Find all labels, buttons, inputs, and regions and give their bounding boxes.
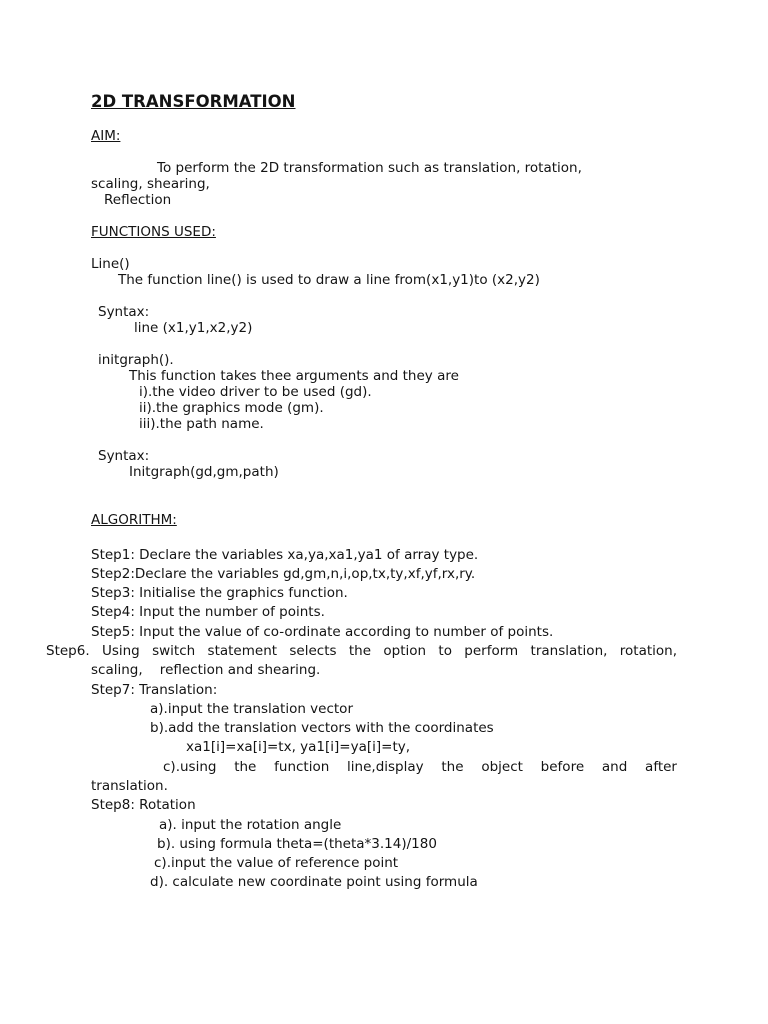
function-line-desc: The function line() is used to draw a line from(x1,y1)to (x2,y2) — [118, 272, 540, 288]
algorithm-step8: Step8: Rotation — [91, 797, 196, 813]
algorithm-step6-line2: scaling, reflection and shearing. — [91, 662, 321, 678]
initgraph-arg1: i).the video driver to be used (gd). — [139, 384, 372, 400]
aim-heading: AIM: — [91, 128, 121, 144]
initgraph-syntax-label: Syntax: — [98, 448, 150, 464]
algorithm-step1: Step1: Declare the variables xa,ya,xa1,ya1 of array type. — [91, 547, 479, 563]
algorithm-step6-line1: Step6. Using switch statement selects the option to perform translation, rotation, — [46, 643, 677, 659]
algorithm-step7-formula: xa1[i]=xa[i]=tx, ya1[i]=ya[i]=ty, — [186, 739, 411, 755]
line-syntax-label: Syntax: — [98, 304, 150, 320]
algorithm-step3: Step3: Initialise the graphics function. — [91, 585, 348, 601]
functions-heading: FUNCTIONS USED: — [91, 224, 216, 240]
algorithm-step2: Step2:Declare the variables gd,gm,n,i,op,tx,ty,xf,yf,rx,ry. — [91, 566, 476, 582]
algorithm-step7-c-line2: translation. — [91, 778, 168, 794]
algorithm-heading: ALGORITHM: — [91, 512, 177, 528]
document-title: 2D TRANSFORMATION — [91, 92, 296, 111]
algorithm-step8-b: b). using formula theta=(theta*3.14)/180 — [157, 836, 437, 852]
aim-text-line3: Reflection — [104, 192, 172, 208]
algorithm-step7-b: b).add the translation vectors with the coordinates — [150, 720, 494, 736]
algorithm-step8-a: a). input the rotation angle — [159, 817, 342, 833]
algorithm-step7: Step7: Translation: — [91, 682, 218, 698]
aim-text-line1: To perform the 2D transformation such as translation, rotation, — [157, 160, 582, 176]
function-initgraph-desc: This function takes thee arguments and they are — [129, 368, 459, 384]
function-line-name: Line() — [91, 256, 130, 272]
function-initgraph-name: initgraph(). — [98, 352, 174, 368]
algorithm-step7-a: a).input the translation vector — [150, 701, 353, 717]
algorithm-step8-d: d). calculate new coordinate point using formula — [150, 874, 478, 890]
initgraph-arg3: iii).the path name. — [139, 416, 264, 432]
initgraph-arg2: ii).the graphics mode (gm). — [139, 400, 324, 416]
aim-text-line2: scaling, shearing, — [91, 176, 210, 192]
algorithm-step8-c: c).input the value of reference point — [154, 855, 399, 871]
line-syntax: line (x1,y1,x2,y2) — [134, 320, 253, 336]
initgraph-syntax: Initgraph(gd,gm,path) — [129, 464, 279, 480]
algorithm-step7-c-line1: c).using the function line,display the object before and after — [163, 759, 677, 775]
algorithm-step5: Step5: Input the value of co-ordinate according to number of points. — [91, 624, 554, 640]
algorithm-step4: Step4: Input the number of points. — [91, 604, 325, 620]
